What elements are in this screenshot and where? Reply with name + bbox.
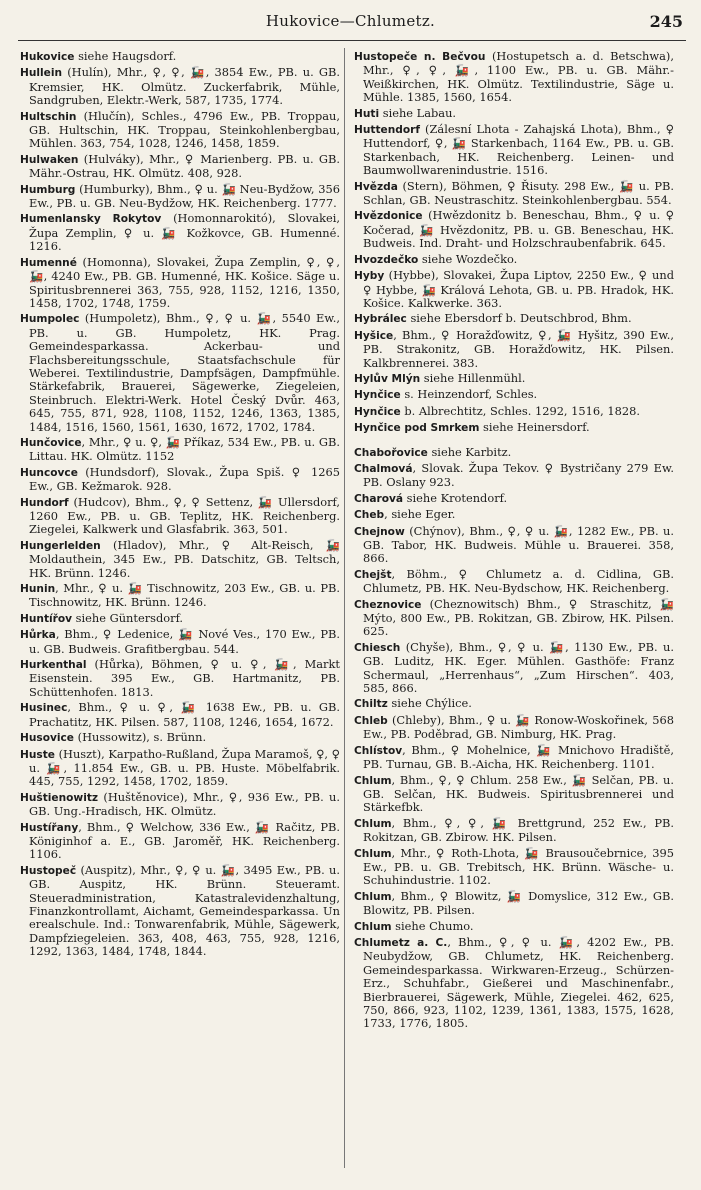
directory-entry — [354, 697, 674, 711]
entry-headword: Hustířany — [20, 821, 79, 834]
entry-headword: Charová — [354, 492, 404, 505]
entry-text: (Hundsdorf), Slovak., Župa Spiš. ♀ 1265 Ew., GB. Kežmarok. 928. — [29, 464, 340, 494]
entry-text: , Bhm., ♀ Mohelnice, 🚂 Mnichovo Hradiště, PB. Turnau, GB. B.-Aicha, HK. Reichenberg. 1101. — [363, 742, 674, 772]
entry-headword: Chleb — [354, 714, 388, 727]
entry-text: (Hudcov), Bhm., ♀, ♀ Settenz, 🚂 Ullersdorf, 1260 Ew., PB. u. GB. Teplitz, HK. Reichenberg. Ziegelei, Kalkwerk und Glasfabrik. 363, 501. — [29, 494, 340, 537]
entry-headword: Chlum — [354, 774, 392, 787]
entry-text: siehe Chumo. — [391, 918, 474, 933]
directory-entry — [354, 598, 674, 639]
entry-headword: Hybrálec — [354, 313, 407, 326]
entry-text: siehe Ebersdorf b. Deutschbrod, Bhm. — [406, 311, 632, 326]
entry-headword: Chabořovice — [354, 446, 428, 459]
directory-entry — [354, 462, 674, 490]
directory-entry — [354, 817, 674, 845]
directory-entry — [354, 890, 674, 918]
entry-headword: Hunčovice — [20, 436, 82, 449]
directory-entry — [20, 658, 340, 699]
entry-text: , Mhr., ♀ u. 🚂 Tischnowitz, 203 Ew., GB. u. PB. Tischnowitz, HK. Brünn. 1246. — [29, 581, 340, 610]
entry-headword: Chejnow — [354, 525, 405, 538]
entry-headword: Chlumetz a. C. — [354, 936, 448, 949]
directory-entry — [20, 66, 340, 107]
directory-entry — [354, 525, 674, 566]
directory-entry — [354, 388, 674, 402]
entry-text: s. Heinzendorf, Schles. — [400, 387, 538, 402]
directory-entry — [354, 180, 674, 208]
right-column — [354, 50, 674, 1033]
entry-headword: Chiltz — [354, 698, 388, 711]
entry-text: , Bhm., ♀ Welchow, 336 Ew., 🚂 Račitz, PB. Königinhof a. E., GB. Jaroměř, HK. Reichenberg. 1106. — [29, 819, 340, 862]
entry-headword: Hungerlelden — [20, 539, 101, 552]
page-header — [0, 12, 701, 34]
entry-text: siehe Krotendorf. — [403, 490, 508, 505]
entry-text: siehe Haugsdorf. — [74, 49, 177, 63]
entry-text: , Bhm., ♀, ♀ u. 🚂, 4202 Ew., PB. Neubydžow, GB. Chlumetz, HK. Reichenberg. Gemeindesparkassa. Wirkwaren-Erzeug., Schürzen-Erz., Schuhfabr., Gießerei und Maschinenfabr., Bierbrauerei, Sägewerk, Mühle, Ziegelei. 462, 625, 750, 866, 923, 1102, 1239, 1361, 1383, 1575, 1628, 1733, 1776, 1805. — [363, 934, 674, 1031]
entry-text: , Bhm., ♀ u. ♀, 🚂 1638 Ew., PB. u. GB. Prachatitz, HK. Pilsen. 587, 1108, 1246, 1654, 1672. — [29, 700, 340, 729]
entry-headword: Hůrka — [20, 629, 56, 642]
entry-text: (Homonna), Slovakei, Župa Zemplin, ♀, ♀, 🚂, 4240 Ew., PB. GB. Humenné, HK. Košice. Säge u. Spiritusbrennerei 363, 755, 928, 1152, 1216, 1350, 1458, 1702, 1748, 1759. — [29, 254, 340, 310]
directory-entry — [354, 744, 674, 772]
entry-headword: Humpolec — [20, 313, 80, 326]
entry-text: , Slovak. Župa Tekov. ♀ Bystričany 279 Ew. PB. Oslany 923. — [363, 460, 674, 490]
entry-text: , Bhm., ♀, ♀, 🚂 Brettgrund, 252 Ew., PB. Rokitzan, GB. Zbirow. HK. Pilsen. — [363, 815, 674, 845]
directory-entry — [354, 847, 674, 888]
header-rule — [18, 40, 686, 41]
entry-text: (Humpoletz), Bhm., ♀, ♀ u. 🚂, 5540 Ew., PB. u. GB. Humpoletz, HK. Prag. Gemeindesparkassa. Ackerbau- und Flachsbereitungsschule, Staatsfachschule für Weberei. Textilindustrie, Dampfsägen, Dampfmühle. Stärkefabrik, Brauerei, Sägewerke, Ziegeleien, Steinbruch. Elektri-Werk. Hotel Český Dvůr. 463, 645, 755, 871, 928, 1108, 1152, 1246, 1363, 1385, 1484, 1516, 1560, 1561, 1630, 1672, 1702, 1784. — [29, 311, 340, 434]
entry-text: (Hostupetsch a. d. Betschwa), Mhr., ♀, ♀, 🚂, 1100 Ew., PB. u. GB. Mähr.-Weißkirchen, HK. Olmütz. Textilindustrie, Säge u. Mühle. 1385, 1560, 1654. — [363, 49, 674, 105]
directory-entry — [20, 312, 340, 434]
directory-entry — [354, 568, 674, 596]
entry-text: (Hwězdonitz b. Beneschau, Bhm., ♀ u. ♀ Kočerad, 🚂 Hvězdonitz, PB. u. GB. Beneschau, HK. Budweis. Ind. Draht- und Holzschraubenfabrik. 645. — [363, 208, 674, 251]
directory-entry — [20, 256, 340, 311]
entry-text: , Böhm., ♀ Chlumetz a. d. Cidlina, GB. Chlumetz, PB. HK. Neu-Bydschow, HK. Reichenberg. — [363, 566, 674, 596]
entry-headword: Chlum — [354, 920, 392, 933]
directory-entry — [354, 936, 674, 1031]
directory-entry — [354, 421, 674, 435]
entry-headword: Hyšice — [354, 329, 394, 342]
entry-text: siehe Karbitz. — [427, 444, 512, 459]
entry-text: , Bhm., ♀ Blowitz, 🚂 Domyslice, 312 Ew., GB. Blowitz, PB. Pilsen. — [363, 888, 674, 918]
entry-text: (Hůrka), Böhmen, ♀ u. ♀, 🚂, Markt Eisenstein. 395 Ew., GB. Hartmanitz, PB. Schüttenhofen. 1813. — [29, 657, 340, 699]
entry-text: , Mhr., ♀ u. ♀, 🚂 Příkaz, 534 Ew., PB. u. GB. Littau. HK. Olmütz. 1152 — [29, 434, 340, 464]
entry-headword: Huncovce — [20, 466, 78, 479]
entry-headword: Hukovice — [20, 51, 75, 63]
entry-text: (Hussowitz), s. Brünn. — [74, 730, 207, 745]
entry-text: , Mhr., ♀ Roth-Lhota, 🚂 Brausoučebrnice, 395 Ew., PB. u. GB. Trebitsch, HK. Brünn. Wäsche- u. Schuhindustrie. 1102. — [363, 845, 674, 888]
page-number: 245 — [649, 12, 683, 31]
entry-headword: Hullein — [20, 67, 63, 80]
entry-headword: Hynčice — [354, 405, 401, 418]
entry-text: siehe Hillenmühl. — [420, 370, 526, 385]
entry-text: (Hulváky), Mhr., ♀ Marienberg. PB. u. GB. Mähr.-Ostrau, HK. Olmütz. 408, 928. — [29, 151, 340, 181]
directory-entry — [20, 153, 340, 181]
entry-headword: Cheznovice — [354, 598, 422, 611]
directory-entry — [20, 791, 340, 819]
running-title: Hukovice—Chlumetz. — [265, 12, 436, 30]
entry-text: (Chleby), Bhm., ♀ u. 🚂 Ronow-Woskořinek, 568 Ew., PB. Poděbrad, GB. Nimburg, HK. Prag. — [363, 712, 674, 742]
directory-entry — [354, 492, 674, 506]
entry-text: (Chyše), Bhm., ♀, ♀ u. 🚂, 1130 Ew., PB. u. GB. Luditz, HK. Eger. Mühlen. Gasthöfe: Franz Schermaul, „Herrenhaus“, „Zum Hirschen“. 403, 585, 866. — [363, 639, 674, 696]
entry-text: , Bhm., ♀ Horažďowitz, ♀, 🚂 Hyšitz, 390 Ew., PB. Strakonitz, GB. Horažďowitz, HK. Pilsen. Kalkbrennerei. 383. — [363, 327, 674, 370]
directory-entry — [354, 446, 674, 460]
entry-headword: Hyby — [354, 270, 385, 283]
entry-headword: Chiesch — [354, 641, 401, 654]
entry-headword: Huštienowitz — [20, 791, 99, 804]
entry-text: (Auspitz), Mhr., ♀, ♀ u. 🚂, 3495 Ew., PB. u. GB. Auspitz, HK. Brünn. Steueramt. Steueradministration, Katastralevidenzhaltung, Finanzkontrollamt, Aichamt, Gemeindesparkassa. Un erealschule. Ind.: Tonwarenfabrik, Mühle, Sägewerk, Dampfziegeleien. 363, 408, 463, 755, 928, 1216, 1292, 1363, 1484, 1748, 1844. — [29, 862, 340, 959]
entry-headword: Hundorf — [20, 496, 69, 509]
directory-entry — [354, 641, 674, 696]
directory-entry — [354, 209, 674, 250]
directory-entry — [354, 405, 674, 419]
entry-headword: Humburg — [20, 183, 76, 196]
entry-headword: Chlum — [354, 890, 392, 903]
directory-entry — [354, 253, 674, 267]
directory-entry — [20, 539, 340, 580]
entry-headword: Huntířov — [20, 612, 73, 625]
entry-text: b. Albrechtitz, Schles. 1292, 1516, 1828. — [400, 403, 641, 418]
entry-text: , siehe Eger. — [384, 507, 456, 522]
entry-text: (Humburky), Bhm., ♀ u. 🚂 Neu-Bydžow, 356 Ew., PB. u. GB. Neu-Bydžow, HK. Reichenberg. 1777. — [29, 181, 340, 211]
entry-text: (Hladov), Mhr., ♀ Alt-Reisch, 🚂 Moldauthein, 345 Ew., PB. Datschitz, GB. Teltsch, HK. Brünn. 1246. — [29, 537, 340, 580]
directory-entry — [20, 582, 340, 610]
directory-entry — [20, 212, 340, 253]
directory-entry — [20, 436, 340, 464]
directory-entry — [354, 372, 674, 386]
entry-headword: Hunin — [20, 583, 56, 596]
directory-entry — [20, 748, 340, 789]
entry-headword: Chalmová — [354, 462, 413, 475]
directory-entry — [354, 312, 674, 326]
directory-entry — [20, 50, 340, 64]
entry-text: (Huštěnovice), Mhr., ♀, 936 Ew., PB. u. GB. Ung.-Hradisch, HK. Olmütz. — [29, 789, 340, 819]
entry-text: siehe Heinersdorf. — [479, 420, 590, 435]
directory-entry — [354, 50, 674, 105]
directory-entry — [20, 864, 340, 959]
directory-entry — [354, 329, 674, 370]
entry-text: (Hulín), Mhr., ♀, ♀, 🚂, 3854 Ew., PB. u. GB. Kremsier, HK. Olmütz. Zuckerfabrik, Mühle, Sandgruben, Elektr.-Werk, 587, 1735, 1774. — [29, 65, 340, 108]
entry-headword: Hynčice — [354, 389, 401, 402]
directory-entry — [20, 466, 340, 494]
entry-headword: Cheb — [354, 509, 385, 522]
entry-headword: Husovice — [20, 732, 74, 745]
directory-entry — [20, 821, 340, 862]
entry-headword: Chejšt — [354, 568, 392, 581]
entry-text: , Bhm., ♀, ♀ Chlum. 258 Ew., 🚂 Selčan, PB. u. GB. Selčan, HK. Budweis. Spiritusbrennerei und Stärkefbk. — [363, 772, 674, 815]
directory-entry — [20, 612, 340, 626]
directory-entry — [20, 110, 340, 151]
entry-headword: Hvozdečko — [354, 253, 419, 266]
entry-headword: Huti — [354, 107, 380, 120]
entry-headword: Hurkenthal — [20, 659, 87, 672]
entry-headword: Hylův Mlýn — [354, 372, 421, 385]
entry-text: (Cheznowitsch) Bhm., ♀ Straschitz, 🚂 Mýto, 800 Ew., PB. Rokitzan, GB. Zbirow, HK. Pilsen. 625. — [363, 596, 674, 639]
entry-text: (Hlučín), Schles., 4796 Ew., PB. Troppau, GB. Hultschin, HK. Troppau, Steinkohlenbergbau, Mühlen. 363, 754, 1028, 1246, 1458, 1859. — [29, 108, 340, 151]
entry-headword: Chlístov — [354, 744, 403, 757]
entry-text: siehe Wozdečko. — [418, 251, 518, 266]
entry-headword: Chlum — [354, 847, 392, 860]
entry-headword: Hynčice pod Smrkem — [354, 422, 480, 435]
left-column — [20, 50, 340, 961]
directory-entry — [354, 774, 674, 815]
directory-entry — [354, 714, 674, 742]
entry-text: siehe Labau. — [379, 105, 457, 120]
entry-headword: Husinec — [20, 702, 68, 715]
entry-text: (Zálesní Lhota - Zahajská Lhota), Bhm., ♀ Huttendorf, ♀, 🚂 Starkenbach, 1164 Ew., PB. u. GB. Starkenbach, HK. Reichenberg. Leinen- und Baumwollwarenindustrie. 1516. — [363, 122, 674, 178]
entry-headword: Humenlansky Rokytov — [20, 213, 162, 226]
entry-headword: Hvězda — [354, 180, 398, 193]
entry-text: (Chýnov), Bhm., ♀, ♀ u. 🚂, 1282 Ew., PB. u. GB. Tabor, HK. Budweis. Mühle u. Brauerei. 358, 866. — [363, 523, 674, 566]
column-divider — [344, 48, 345, 1168]
directory-entry — [20, 183, 340, 211]
entry-text: (Hybbe), Slovakei, Župa Liptov, 2250 Ew., ♀ und ♀ Hybbe, 🚂 Králová Lehota, GB. u. PB. Hradok, HK. Košice. Kalkwerke. 363. — [363, 268, 674, 310]
entry-text: siehe Chýlice. — [387, 696, 472, 711]
entry-text: , Bhm., ♀ Ledenice, 🚂 Nové Ves., 170 Ew., PB. u. GB. Budweis. Grafitbergbau. 544. — [29, 627, 340, 656]
directory-entry — [354, 920, 674, 934]
directory-entry — [354, 508, 674, 522]
entry-text: (Stern), Böhmen, ♀ Řisuty. 298 Ew., 🚂 u. PB. Schlan, GB. Neustraschitz. Steinkohlenbergbau. 554. — [363, 178, 674, 208]
entry-headword: Huste — [20, 748, 55, 761]
directory-entry — [20, 731, 340, 745]
entry-headword: Chlum — [354, 817, 392, 830]
directory-entry — [354, 107, 674, 121]
entry-headword: Huttendorf — [354, 124, 420, 137]
directory-entry — [20, 628, 340, 656]
entry-headword: Hustopeč — [20, 864, 77, 877]
entry-text: (Huszt), Karpatho-Rußland, Župa Maramoš, ♀, ♀ u. 🚂, 11.854 Ew., GB. u. PB. Huste. Möbelfabrik. 445, 755, 1292, 1458, 1702, 1859. — [29, 746, 340, 789]
entry-text: (Homonnarokitó), Slovakei, Župa Zemplin, ♀ u. 🚂 Kožkovce, GB. Humenné. 1216. — [29, 211, 341, 254]
entry-headword: Hvězdonice — [354, 210, 423, 223]
entry-headword: Humenné — [20, 256, 77, 269]
directory-entry — [354, 123, 674, 178]
entry-headword: Hustopeče n. Bečvou — [354, 51, 486, 63]
directory-entry — [354, 269, 674, 310]
directory-entry — [20, 701, 340, 729]
entry-text: siehe Güntersdorf. — [72, 610, 184, 625]
entry-headword: Hultschin — [20, 110, 77, 123]
directory-entry — [20, 496, 340, 537]
entry-headword: Hulwaken — [20, 153, 79, 166]
